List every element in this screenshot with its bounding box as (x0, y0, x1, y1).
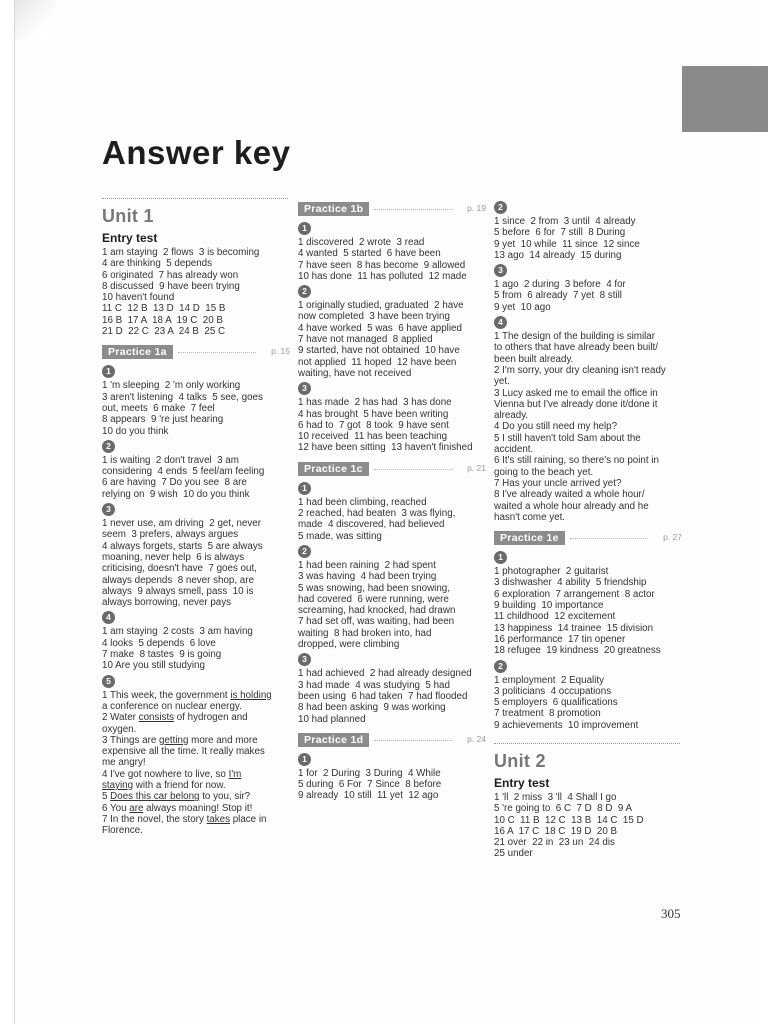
practice-1c-header (298, 462, 488, 477)
exercise-number-badge: 3 (298, 653, 311, 666)
answer-line: 11 C 12 B 13 D 14 D 15 B (102, 303, 226, 315)
underlined-answer: consists (138, 712, 175, 724)
page-reference: p. 15 (271, 346, 290, 357)
exercise-number-badge: 2 (494, 201, 507, 214)
practice-1b-header (298, 202, 488, 217)
exercise-answers: 1 never use, am driving 2 get, never seem 3 prefers, always argues 4 always forgets, starts 5 are always moaning, never help 6 is always criticising, doesn't have 7 goes out, always depends 8 never shop, are always 9 always smell, pass 10 is always borrowing, never pays (102, 518, 263, 609)
page-reference: p. 21 (467, 462, 486, 473)
exercise-number-badge: 1 (298, 482, 311, 495)
underlined-answer: getting (159, 734, 189, 746)
answer-line: 21 over 22 in 23 un 24 dis (494, 837, 615, 849)
exercise-number-badge: 1 (298, 222, 311, 235)
sentence-text: more and more expensive all the time. It really makes me angry! (102, 734, 265, 769)
exercise-number-badge: 4 (494, 316, 507, 329)
unit-1-heading: Unit 1 (102, 206, 154, 226)
answer-line: 1 am staying 2 flows 3 is becoming (102, 247, 260, 258)
sentence-text: 1 This week, the government (102, 689, 231, 701)
exercise-answers: 1 employment 2 Equality 3 politicians 4 occupations 5 employers 6 qualifications 7 treatment 8 promotion 9 achievements 10 improvement (494, 674, 639, 731)
exercise-number-badge: 2 (298, 285, 311, 298)
underlined-answer: Does this car belong (110, 791, 200, 803)
answer-line: 16 A 17 C 18 C 19 D 20 B (494, 825, 618, 837)
practice-1d-header (298, 733, 488, 748)
dotted-leader (374, 209, 452, 210)
exercise-answers: 1 photographer 2 guitarist 3 dishwasher 4 ability 5 friendship 6 exploration 7 arrangement 8 actor 9 building 10 importance 11 childhood 12 excitement 13 happiness 14 trainee 15 division 16 performance 17 tin opener 18 refugee 19 kindness 20 greatness (494, 566, 661, 657)
answer-line: 5 're going to 6 C 7 D 8 D 9 A (494, 803, 633, 815)
page-title: Answer key (102, 134, 291, 171)
sentence-text: to you, sir? (199, 791, 251, 803)
page-reference: p. 27 (663, 532, 682, 543)
practice-1a-header (102, 345, 292, 360)
exercise-answers: 1 has made 2 has had 3 has done 4 has brought 5 have been writing 6 had to 7 got 8 took 9 have sent 10 received 11 has been teaching 12 have been sitting 13 haven't finished (298, 397, 473, 454)
exercise-number-badge: 5 (102, 675, 115, 688)
unit-divider (102, 198, 288, 199)
sentence-text: 6 You (102, 802, 130, 814)
sentence-text: place in Florence. (102, 813, 267, 837)
column-3 (494, 198, 684, 860)
answer-line: 25 under (494, 848, 533, 860)
practice-badge: Practice 1e (494, 531, 565, 545)
page-number: 305 (661, 906, 681, 921)
answer-line: 6 originated 7 has already won (102, 269, 239, 281)
underlined-answer: I'm staying (102, 768, 242, 791)
exercise-answers: 1 am staying 2 costs 3 am having 4 looks 5 depends 6 love 7 make 8 tastes 9 is going 10 Are you still studying (102, 626, 253, 672)
exercise-number-badge: 2 (102, 440, 115, 453)
exercise-answers: 1 discovered 2 wrote 3 read 4 wanted 5 started 6 have been 7 have seen 8 has become 9 allowed 10 has done 11 has polluted 12 made (298, 237, 467, 282)
exercise-answers: 1 had been climbing, reached 2 reached, had beaten 3 was flying, made 4 discovered, had believed 5 made, was sitting (298, 496, 456, 542)
dotted-leader (570, 538, 648, 539)
entry-test-answers (102, 247, 292, 337)
dotted-leader (178, 352, 256, 353)
answer-line: 10 haven't found (102, 292, 175, 304)
underlined-answer: are (129, 802, 144, 814)
exercise-answers: 1 is waiting 2 don't travel 3 am considering 4 ends 5 feel/am feeling 6 are having 7 Do you see 8 are relying on 9 wish 10 do you think (102, 454, 265, 500)
answer-line: 8 discussed 9 have been trying (102, 280, 240, 292)
exercise-number-badge: 1 (298, 753, 311, 766)
sentence-text: with a friend for now. (133, 779, 226, 791)
practice-badge: Practice 1d (298, 733, 369, 747)
underlined-answer: takes (206, 813, 230, 825)
exercise-number-badge: 3 (494, 264, 507, 277)
sentence-text: 2 Water (102, 712, 139, 724)
exercise-number-badge: 1 (494, 551, 507, 564)
page-corner-tab (682, 66, 768, 132)
spacer (494, 731, 684, 743)
answer-line: 21 D 22 C 23 A 24 B 25 C (102, 326, 226, 338)
answer-line: 10 C 11 B 12 C 13 B 14 C 15 D (494, 814, 644, 826)
page-reference: p. 19 (467, 203, 486, 213)
practice-badge: Practice 1c (298, 462, 369, 476)
sentence-text: 3 Things are (102, 734, 160, 746)
unit-divider (494, 743, 680, 744)
sentence-text: of hydrogen and oxygen. (102, 712, 248, 735)
exercise-number-badge: 3 (102, 503, 115, 516)
exercise-number-badge: 3 (298, 382, 311, 395)
sentence-text: always moaning! Stop it! (143, 802, 253, 814)
entry-test-heading: Entry test (494, 775, 550, 790)
exercise-answers-underlined (102, 690, 292, 837)
practice-badge: Practice 1a (102, 345, 173, 359)
exercise-number-badge: 2 (298, 545, 311, 558)
exercise-answers: 1 'm sleeping 2 'm only working 3 aren't listening 4 talks 5 see, goes out, meets 6 make 7 feel 8 appears 9 're just hearing 10 do you think (102, 380, 263, 437)
underlined-answer: is holding (230, 689, 272, 701)
exercise-answers: 1 since 2 from 3 until 4 already 5 before 6 for 7 still 8 During 9 yet 10 while 11 since 12 since 13 ago 14 already 15 during (494, 216, 640, 261)
exercise-answers: 1 ago 2 during 3 before 4 for 5 from 6 already 7 yet 8 still 9 yet 10 ago (494, 279, 626, 313)
scan-edge-shadow (15, 0, 55, 40)
entry-test-answers (494, 792, 684, 860)
entry-test-heading: Entry test (102, 231, 158, 245)
column-1 (102, 198, 292, 836)
sentence-text: 4 I've got nowhere to live, so (102, 768, 229, 780)
answer-line: 4 are thinking 5 depends (102, 258, 213, 270)
exercise-number-badge: 4 (102, 611, 115, 624)
answer-line: 16 B 17 A 18 A 19 C 20 B (102, 314, 223, 326)
unit-2-heading: Unit 2 (494, 750, 546, 771)
exercise-number-badge: 2 (494, 660, 507, 673)
sentence-text: 7 In the novel, the story (102, 813, 207, 825)
practice-1e-header (494, 531, 684, 546)
exercise-number-badge: 1 (102, 365, 115, 378)
exercise-answers: 1 for 2 During 3 During 4 While 5 during 6 For 7 Since 8 before 9 already 10 still 11 yet 12 ago (298, 767, 442, 802)
exercise-answers: 1 had achieved 2 had already designed 3 had made 4 was studying 5 had been using 6 had taken 7 had flooded 8 had been asking 9 was working 10 had planned (298, 668, 472, 725)
column-2 (298, 198, 488, 802)
answer-line: 1 'll 2 miss 3 'll 4 Shall I go (494, 791, 617, 803)
practice-badge: Practice 1b (298, 202, 369, 216)
exercise-answers: 1 The design of the building is similar to others that have already been built/ been built already. 2 I'm sorry, your dry cleaning isn't ready yet. 3 Lucy asked me to email the office in Vienna but I've already done it/done it already. 4 Do you still need my help? 5 I still haven't told Sam about the accident. 6 It's still raining, so there's no point in going to the beach yet. 7 Has your uncle arrived yet? 8 I've already waited a whole hour/ waited a whole hour already and he hasn't come yet. (494, 331, 666, 523)
sentence-text: 5 (102, 791, 111, 803)
exercise-answers: 1 had been raining 2 had spent 3 was having 4 had been trying 5 was snowing, had been snowing, had covered 6 were running, were screaming, had knocked, had drawn 7 had set off, was waiting, had been waiting 8 had broken into, had dropped, were climbing (298, 559, 456, 651)
dotted-leader (374, 469, 452, 470)
page-reference: p. 24 (467, 733, 486, 744)
dotted-leader (374, 740, 452, 741)
sentence-text: a conference on nuclear energy. (102, 700, 242, 712)
exercise-answers: 1 originally studied, graduated 2 have now completed 3 have been trying 4 have worked 5 was 6 have applied 7 have not managed 8 applied 9 started, have not obtained 10 have not applied 11 hoped 12 have been waiting, have not received (298, 300, 464, 379)
